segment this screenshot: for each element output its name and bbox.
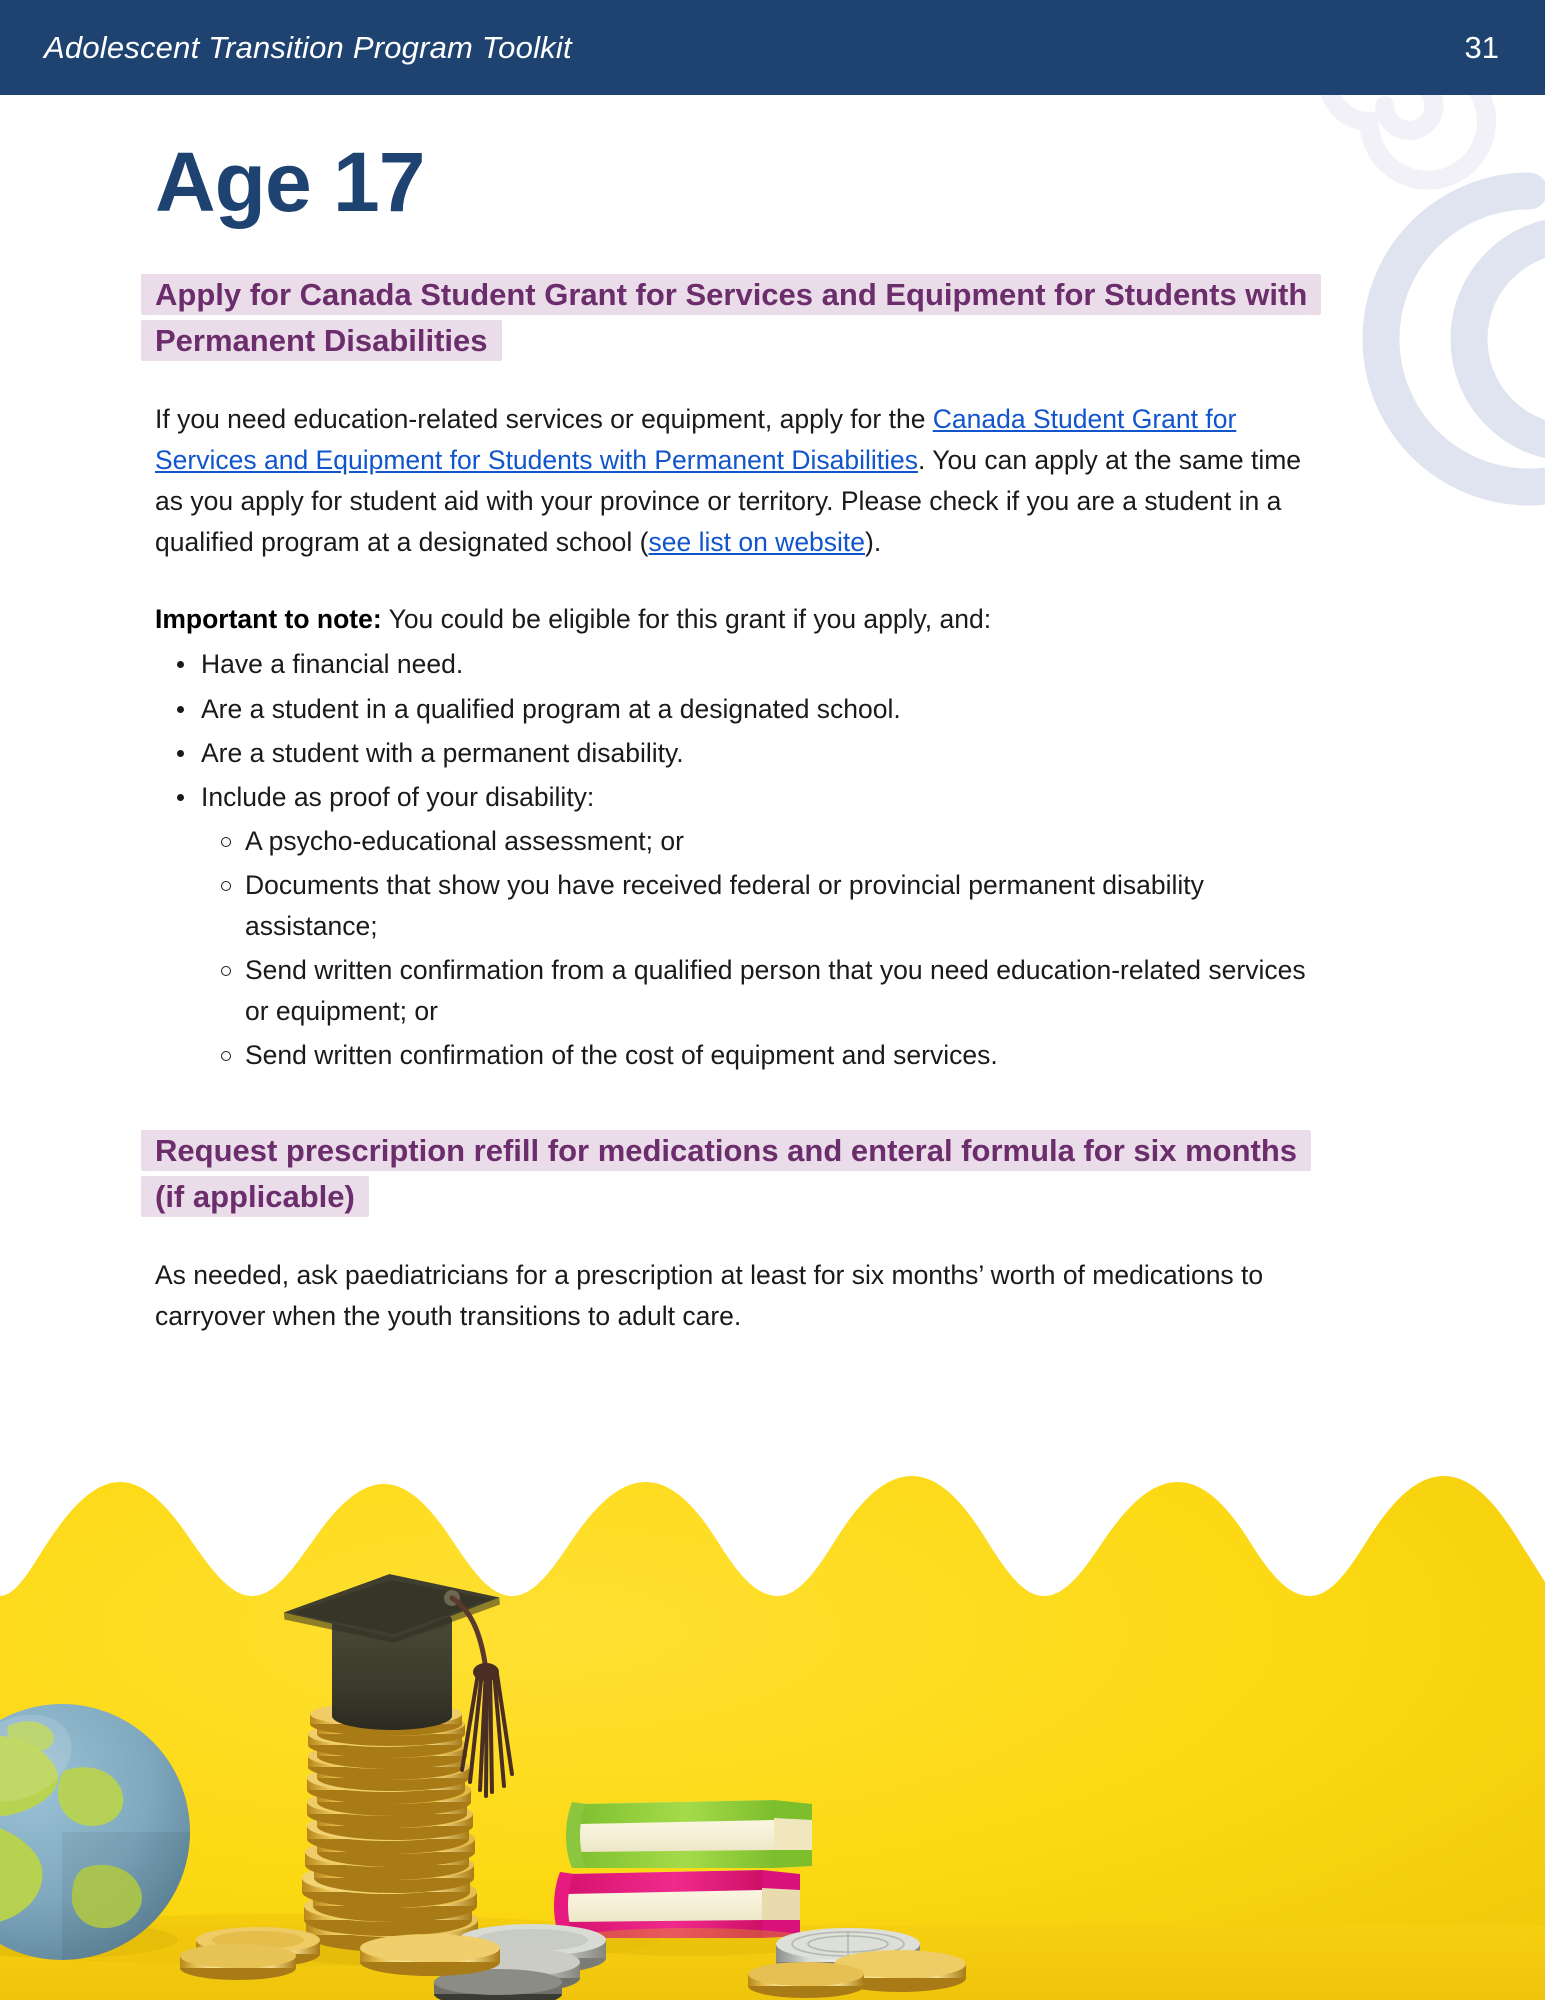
book-pink xyxy=(554,1870,800,1938)
book-green xyxy=(566,1800,812,1868)
section-heading-grant xyxy=(155,272,1315,363)
sub-list-item xyxy=(201,865,1315,947)
loose-coins-base xyxy=(360,1934,500,1976)
section-grant-paragraph xyxy=(155,399,1315,563)
page-header-bar xyxy=(0,0,1545,95)
sub-list-item xyxy=(201,821,1315,862)
sub-list-item xyxy=(201,1035,1315,1076)
photo-illustration xyxy=(0,1470,1545,2000)
proof-sub-bullet-list xyxy=(201,821,1315,1076)
sub-list-item-label: A psycho-educational assessment; or xyxy=(245,825,684,856)
list-item-label: Are a student with a permanent disability. xyxy=(201,737,684,768)
list-item xyxy=(155,733,1315,774)
important-note-label: Important to note: xyxy=(155,604,382,635)
section-heading-grant-text: Apply for Canada Student Grant for Services and Equipment for Students with Permanent Disabilities xyxy=(155,274,1307,361)
main-content xyxy=(155,135,1315,1337)
decorative-photo-education-savings xyxy=(0,1470,1545,2000)
list-item-label: Are a student in a qualified program at a designated school. xyxy=(201,693,901,724)
link-canada-student-grant[interactable]: Canada Student Grant for Services and Equipment for Students with Permanent Disabilities xyxy=(155,404,1237,476)
list-item xyxy=(155,777,1315,1076)
header-title: Adolescent Transition Program Toolkit xyxy=(44,29,572,65)
sub-list-item-label: Send written confirmation from a qualified person that you need education-related services or equipment; or xyxy=(245,954,1306,1026)
sub-list-item-label: Documents that show you have received federal or provincial permanent disability assistance; xyxy=(245,869,1204,941)
eligibility-bullet-list xyxy=(155,644,1315,1076)
list-item-label: Have a financial need. xyxy=(201,649,464,680)
paragraph-text-part-3: ). xyxy=(865,527,882,558)
paragraph-text-part-2: . You can apply at the same time as you apply for student aid with your province or territory. Please check if you are a student in a qualified program at a designated school ( xyxy=(155,445,1302,558)
paragraph-spacer xyxy=(155,563,1315,599)
coin-stack-coins xyxy=(302,1702,478,1952)
page-title: Age 17 xyxy=(155,135,425,229)
link-see-list-on-website[interactable]: see list on website xyxy=(648,527,866,558)
list-item xyxy=(155,644,1315,685)
section-heading-prescription xyxy=(155,1128,1315,1219)
list-item-label: Include as proof of your disability: xyxy=(201,781,595,812)
sub-list-item-label: Send written confirmation of the cost of equipment and services. xyxy=(245,1040,998,1070)
paragraph-text-part-1: If you need education-related services or equipment, apply for the xyxy=(155,404,933,435)
important-note-text: You could be eligible for this grant if you apply, and: xyxy=(381,604,992,635)
section-prescription-paragraph: As needed, ask paediatricians for a prescription at least for six months’ worth of medications to carryover when the youth transitions to adult care. xyxy=(155,1260,1264,1332)
section-heading-prescription-text: Request prescription refill for medications and enteral formula for six months (if applicable) xyxy=(155,1130,1297,1217)
page-number: 31 xyxy=(1464,29,1499,65)
important-note-line xyxy=(155,599,1315,640)
list-item xyxy=(155,689,1315,730)
sub-list-item xyxy=(201,950,1315,1032)
